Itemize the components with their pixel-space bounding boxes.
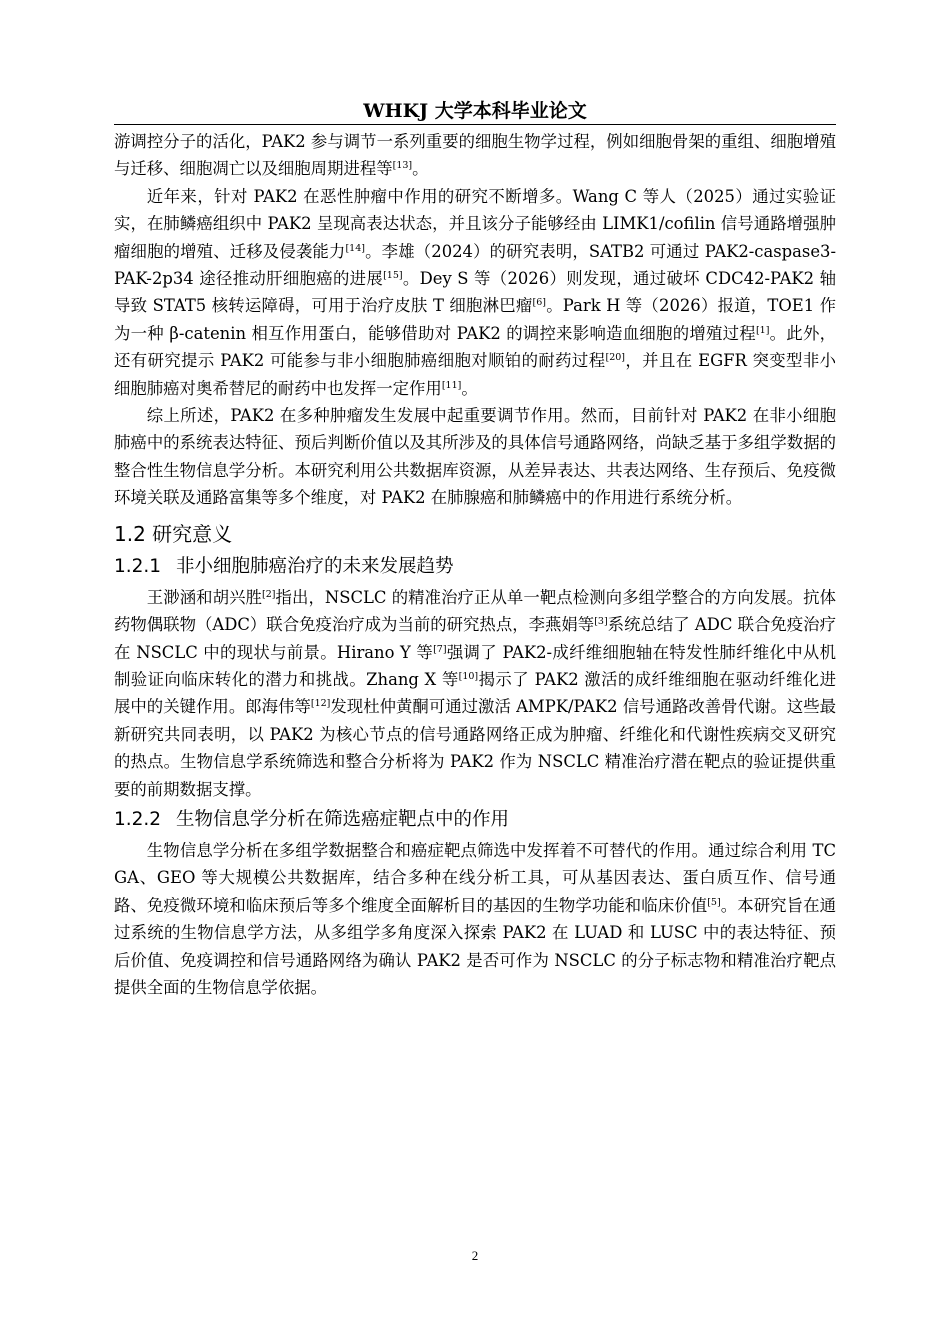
paragraph-text: ，并且在 EGFR 突变型非小细胞肺癌对奥希替尼的耐药中也发挥一定作用 [114,351,836,398]
citation: [7] [433,643,447,655]
paragraph-text: 指出，NSCLC 的精准治疗正从单一靶点检测向多组学整合的方向发展。抗体药物偶联物（ADC）联合免疫治疗成为当前的研究热点，李燕娟等 [114,587,836,635]
citation: [11] [441,379,462,391]
citation: [14] [345,242,365,254]
paragraph-text: 强调了 PAK2-成纤维细胞轴在特发性肺纤维化中从机制验证向临床转化的潜力和挑战。Zhang X 等 [114,642,837,689]
subsection-heading-1-2-1 [114,552,836,582]
subsection-heading-1-2-2 [114,805,836,835]
paragraph-text: 。Park H 等（2026）报道，TOE1 作为一种 β-catenin 相互作用蛋白，能够借助对 PAK2 的调控来影响造血细胞的增殖过程 [114,296,836,343]
citation: [1] [755,324,770,336]
header-rule [114,124,836,125]
paragraph-bioinformatics [114,837,836,1001]
citation: [20] [605,352,626,364]
paragraph-text: 。Dey S 等（2026）则发现，通过破坏 CDC42-PAK2 轴导致 STAT5 核转运障碍，可用于治疗皮肤 T 细胞淋巴瘤 [114,269,836,316]
citation: [2] [262,588,276,600]
citation: [13] [392,160,413,172]
paragraph-continuation [114,128,836,183]
paragraph-future-trends [114,584,836,803]
paragraph-text: 。 [412,159,429,179]
citation: [10] [458,670,479,682]
paragraph-summary: 综上所述，PAK2 在多种肿瘤发生发展中起重要调节作用。然而，目前针对 PAK2 在非小细胞肺癌中的系统表达特征、预后判断价值以及其所涉及的具体信号通路网络，尚缺乏基于多组学数据的整合性生物信息学分析。本研究利用公共数据库资源，从差异表达、共表达网络、生存预后、免疫微环境关联及通路富集等多个维度，对 PAK2 在肺腺癌和肺鳞癌中的作用进行系统分析。 [114,406,836,508]
paragraph-text: 发现杜仲黄酮可通过激活 AMPK/PAK2 信号通路改善骨代谢。这些最新研究共同表明，以 PAK2 为核心节点的信号通路网络正成为肿瘤、纤维化和代谢性疾病交叉研究的热点。生物信息学系统筛选和整合分析将为 PAK2 作为 NSCLC 精准治疗潜在靶点的验证提供重要的前期数据支撑。 [114,697,837,799]
citation: [5] [707,896,721,908]
paragraph-text: 揭示了 PAK2 激活的成纤维细胞在驱动纤维化进展中的关键作用。郎海伟等 [114,669,837,717]
citation: [6] [532,297,546,309]
paragraph-text: 王渺涵和胡兴胜 [146,587,262,607]
section-number: 1.2.2 [114,808,162,830]
paragraph-pak2-research [114,183,836,402]
section-heading-1-2: 1.2 研究意义 [114,521,233,546]
paragraph-text: 生物信息学分析在多组学数据整合和癌症靶点筛选中发挥着不可替代的作用。通过综合利用 TCGA、GEO 等大规模公共数据库，结合多种在线分析工具，可从基因表达、蛋白质互作、信号通路、免疫微环境和临床预后等多个维度全面解析目的基因的生物学功能和临床价值 [114,840,836,915]
page-number: 2 [471,1248,479,1263]
paragraph-text: 。李雄（2024）的研究表明，SATB2 可通过 PAK2-caspase3-PAK-2p34 途径推动肝细胞癌的进展 [114,241,837,289]
paragraph-text: 。 [461,378,478,398]
paragraph-text: 。本研究旨在通过系统的生物信息学方法，从多组学多角度深入探索 PAK2 在 LUAD 和 LUSC 中的表达特征、预后价值、免疫调控和信号通路网络为确认 PAK2 是否可作为 NSCLC 的分子标志物和精准治疗靶点提供全面的生物信息学依据。 [114,895,836,997]
section-title: 非小细胞肺癌治疗的未来发展趋势 [176,555,454,577]
citation: [3] [594,616,608,628]
section-number: 1.2.1 [114,555,162,577]
paragraph-text: 游调控分子的活化，PAK2 参与调节一系列重要的细胞生物学过程，例如细胞骨架的重组、细胞增殖与迁移、细胞凋亡以及细胞周期进程等 [114,132,836,179]
citation: [15] [383,270,403,282]
paragraph-text: 近年来，针对 PAK2 在恶性肿瘤中作用的研究不断增多。Wang C 等人（2025）通过实验证实，在肺鳞癌组织中 PAK2 呈现高表达状态，并且该分子能够经由 LIMK1/cofilin 信号通路增强肿瘤细胞的增殖、迁移及侵袭能力 [114,186,836,261]
section-title: 生物信息学分析在筛选癌症靶点中的作用 [176,808,510,830]
body-text [114,128,836,1001]
running-header: WHKJ 大学本科毕业论文 [363,100,587,122]
paragraph-text: 。此外，还有研究提示 PAK2 可能参与非小细胞肺癌细胞对顺铂的耐药过程 [114,323,836,371]
paragraph-text: 系统总结了 ADC 联合免疫治疗在 NSCLC 中的现状与前景。Hirano Y 等 [114,615,836,662]
citation: [12] [310,698,331,710]
